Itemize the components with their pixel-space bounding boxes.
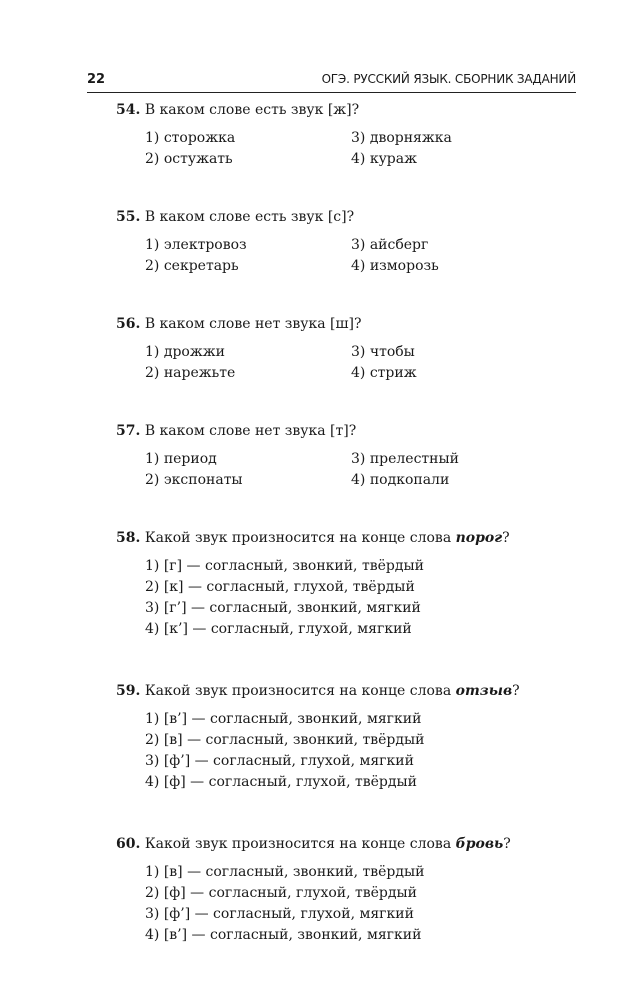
question-text <box>116 528 576 548</box>
answer-option-1: 1) период <box>145 451 217 467</box>
question-prompt: В каком слове есть звук [ж]? <box>144 102 360 118</box>
answer-option-3: 3) [ф’] — согласный, глухой, мягкий <box>145 753 414 769</box>
answer-options <box>145 709 576 793</box>
answer-options <box>145 862 576 946</box>
question-text <box>116 314 576 334</box>
answer-option-3: 3) прелестный <box>351 451 459 467</box>
question-keyword: отзыв <box>455 683 513 699</box>
answer-options <box>145 556 576 640</box>
question-60 <box>116 834 576 946</box>
answer-option-2: 2) экспонаты <box>145 472 243 488</box>
answer-option-4: 4) стриж <box>351 365 417 381</box>
answer-options <box>145 235 576 277</box>
answer-option-2: 2) секретарь <box>145 258 239 274</box>
answer-option-1: 1) сторожка <box>145 130 236 146</box>
answer-option-2: 2) [к] — согласный, глухой, твёрдый <box>145 579 415 595</box>
answer-option-4: 4) [в’] — согласный, звонкий, мягкий <box>145 927 422 943</box>
answer-option-2: 2) нарежьте <box>145 365 236 381</box>
answer-option-1: 1) дрожжи <box>145 344 225 360</box>
answer-option-3: 3) [г’] — согласный, звонкий, мягкий <box>145 600 421 616</box>
answer-option-4: 4) [к’] — согласный, глухой, мягкий <box>145 621 412 637</box>
question-55 <box>116 207 576 277</box>
question-text <box>116 207 576 227</box>
question-54 <box>116 100 576 170</box>
question-number: 57. <box>116 423 141 439</box>
question-keyword: бровь <box>455 836 504 852</box>
answer-option-3: 3) айсберг <box>351 237 429 253</box>
question-number: 56. <box>116 316 141 332</box>
question-prompt: В каком слове нет звука [ш]? <box>144 316 362 332</box>
answer-option-2: 2) [в] — согласный, звонкий, твёрдый <box>145 732 425 748</box>
question-number: 54. <box>116 102 141 118</box>
question-number: 59. <box>116 683 141 699</box>
question-mark: ? <box>502 530 510 546</box>
question-number: 55. <box>116 209 141 225</box>
question-58 <box>116 528 576 640</box>
question-text <box>116 681 576 701</box>
answer-option-1: 1) [в] — согласный, звонкий, твёрдый <box>145 864 425 880</box>
running-title: ОГЭ. РУССКИЙ ЯЗЫК. СБОРНИК ЗАДАНИЙ <box>321 72 576 86</box>
question-text <box>116 100 576 120</box>
answer-options <box>145 449 576 491</box>
question-mark: ? <box>512 683 520 699</box>
question-text <box>116 421 576 441</box>
question-number: 60. <box>116 836 141 852</box>
question-57 <box>116 421 576 491</box>
questions-section <box>116 100 576 946</box>
question-text <box>116 834 576 854</box>
question-prompt: Какой звук произносится на конце слова <box>144 530 456 546</box>
answer-option-2: 2) остужать <box>145 151 233 167</box>
question-56 <box>116 314 576 384</box>
answer-option-1: 1) [г] — согласный, звонкий, твёрдый <box>145 558 424 574</box>
question-mark: ? <box>503 836 511 852</box>
answer-option-3: 3) чтобы <box>351 344 415 360</box>
answer-option-3: 3) дворняжка <box>351 130 452 146</box>
question-keyword: порог <box>455 530 503 546</box>
answer-option-4: 4) [ф] — согласный, глухой, твёрдый <box>145 774 417 790</box>
question-prompt: Какой звук произносится на конце слова <box>144 683 456 699</box>
answer-option-4: 4) изморозь <box>351 258 439 274</box>
question-59 <box>116 681 576 793</box>
question-prompt: Какой звук произносится на конце слова <box>144 836 456 852</box>
answer-option-1: 1) электровоз <box>145 237 247 253</box>
question-prompt: В каком слове есть звук [с]? <box>144 209 355 225</box>
question-number: 58. <box>116 530 141 546</box>
question-prompt: В каком слове нет звука [т]? <box>144 423 357 439</box>
answer-options <box>145 128 576 170</box>
answer-options <box>145 342 576 384</box>
answer-option-3: 3) [ф’] — согласный, глухой, мягкий <box>145 906 414 922</box>
page-number: 22 <box>87 72 106 87</box>
answer-option-4: 4) кураж <box>351 151 417 167</box>
answer-option-1: 1) [в’] — согласный, звонкий, мягкий <box>145 711 422 727</box>
answer-option-4: 4) подкопали <box>351 472 450 488</box>
page-header <box>87 70 576 93</box>
answer-option-2: 2) [ф] — согласный, глухой, твёрдый <box>145 885 417 901</box>
